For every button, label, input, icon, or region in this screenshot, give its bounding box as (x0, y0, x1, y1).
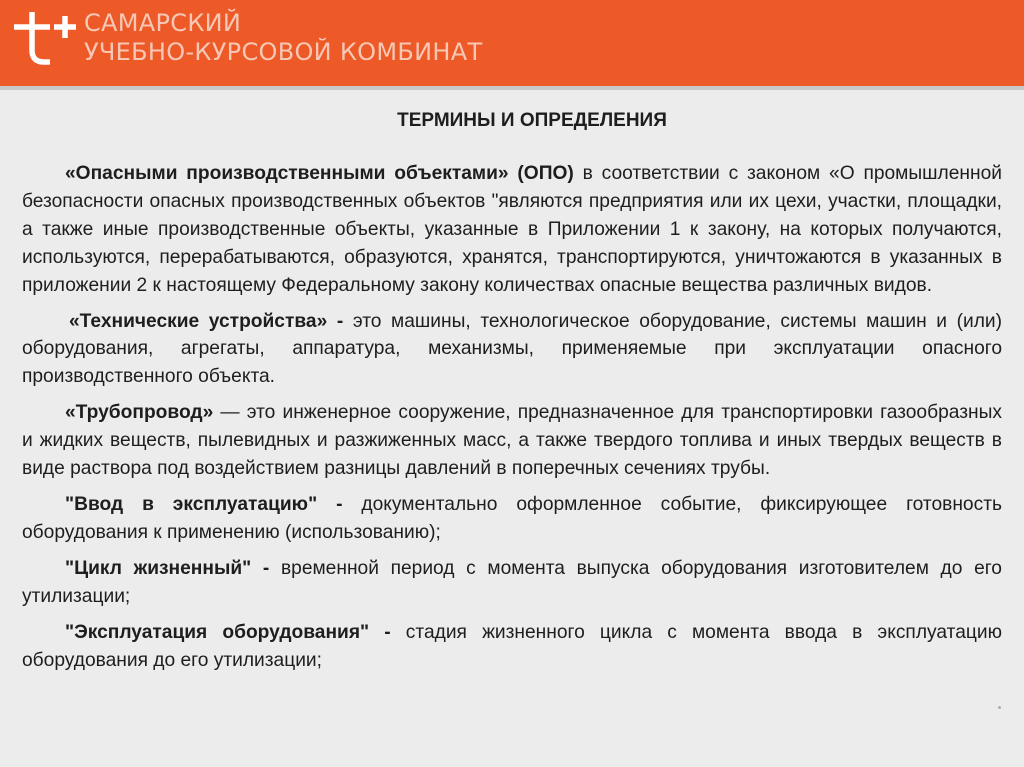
logo-line-1: САМАРСКИЙ (84, 9, 242, 37)
definition-opo (22, 160, 1002, 300)
definition-pipeline (22, 399, 1002, 483)
logo-icon (10, 6, 78, 68)
term-label: «Опасными производственными объектами» (ОПО) (65, 163, 574, 184)
company-logo-text (84, 9, 482, 67)
definition-text: — это инженерное сооружение, предназначенное для транспортировки газообразных и жидких веществ, пылевидных и разжиженных масс, а также твердого топлива и иных твердых веществ в виде раствора под воздействием разницы давлений в поперечных сечениях трубы. (22, 402, 1002, 480)
definition-text: документально оформленное событие, фиксирующее готовность оборудования к применению (использованию); (22, 493, 1002, 543)
definition-commissioning (22, 491, 1002, 547)
definition-text: временной период с момента выпуска оборудования изготовителем до его утилизации; (22, 557, 1002, 607)
definition-text: стадия жизненного цикла с момента ввода в эксплуатацию оборудования до его утилизации; (22, 621, 1002, 671)
definition-text: это машины, технологическое оборудование, системы машин и (или) оборудования, агрегаты, аппаратура, механизмы, применяемые при эксплуатации опасного производственного объекта. (22, 310, 1002, 388)
logo-line-2: УЧЕБНО-КУРСОВОЙ КОМБИНАТ (84, 38, 483, 66)
definitions-body (22, 160, 1002, 682)
definition-text: в соответствии с законом «О промышленной безопасности опасных производственных объектов "являются предприятия или их цехи, участки, площадки, а также иные производственные объекты, указанные в Приложении 1 к закону, на которых получаются, используются, перерабатываются, образуются, хранятся, транспортируются, уничтожаются в указанных в приложении 2 к настоящему Федеральному закону количествах опасные вещества различных видов. (22, 163, 1003, 296)
term-label: "Ввод в эксплуатацию" - (65, 493, 343, 515)
definition-technical-devices (22, 308, 1002, 392)
header-divider (0, 86, 1024, 90)
header-bar (0, 0, 1024, 86)
term-label: «Трубопровод» (65, 402, 214, 424)
term-label: "Цикл жизненный" - (65, 557, 270, 579)
page-title: ТЕРМИНЫ И ОПРЕДЕЛЕНИЯ (397, 110, 667, 131)
definition-operation (22, 619, 1002, 675)
term-label: «Технические устройства» - (69, 310, 344, 332)
term-label: "Эксплуатация оборудования" - (65, 621, 391, 643)
definition-life-cycle (22, 555, 1002, 611)
slide-marker (998, 706, 1001, 709)
